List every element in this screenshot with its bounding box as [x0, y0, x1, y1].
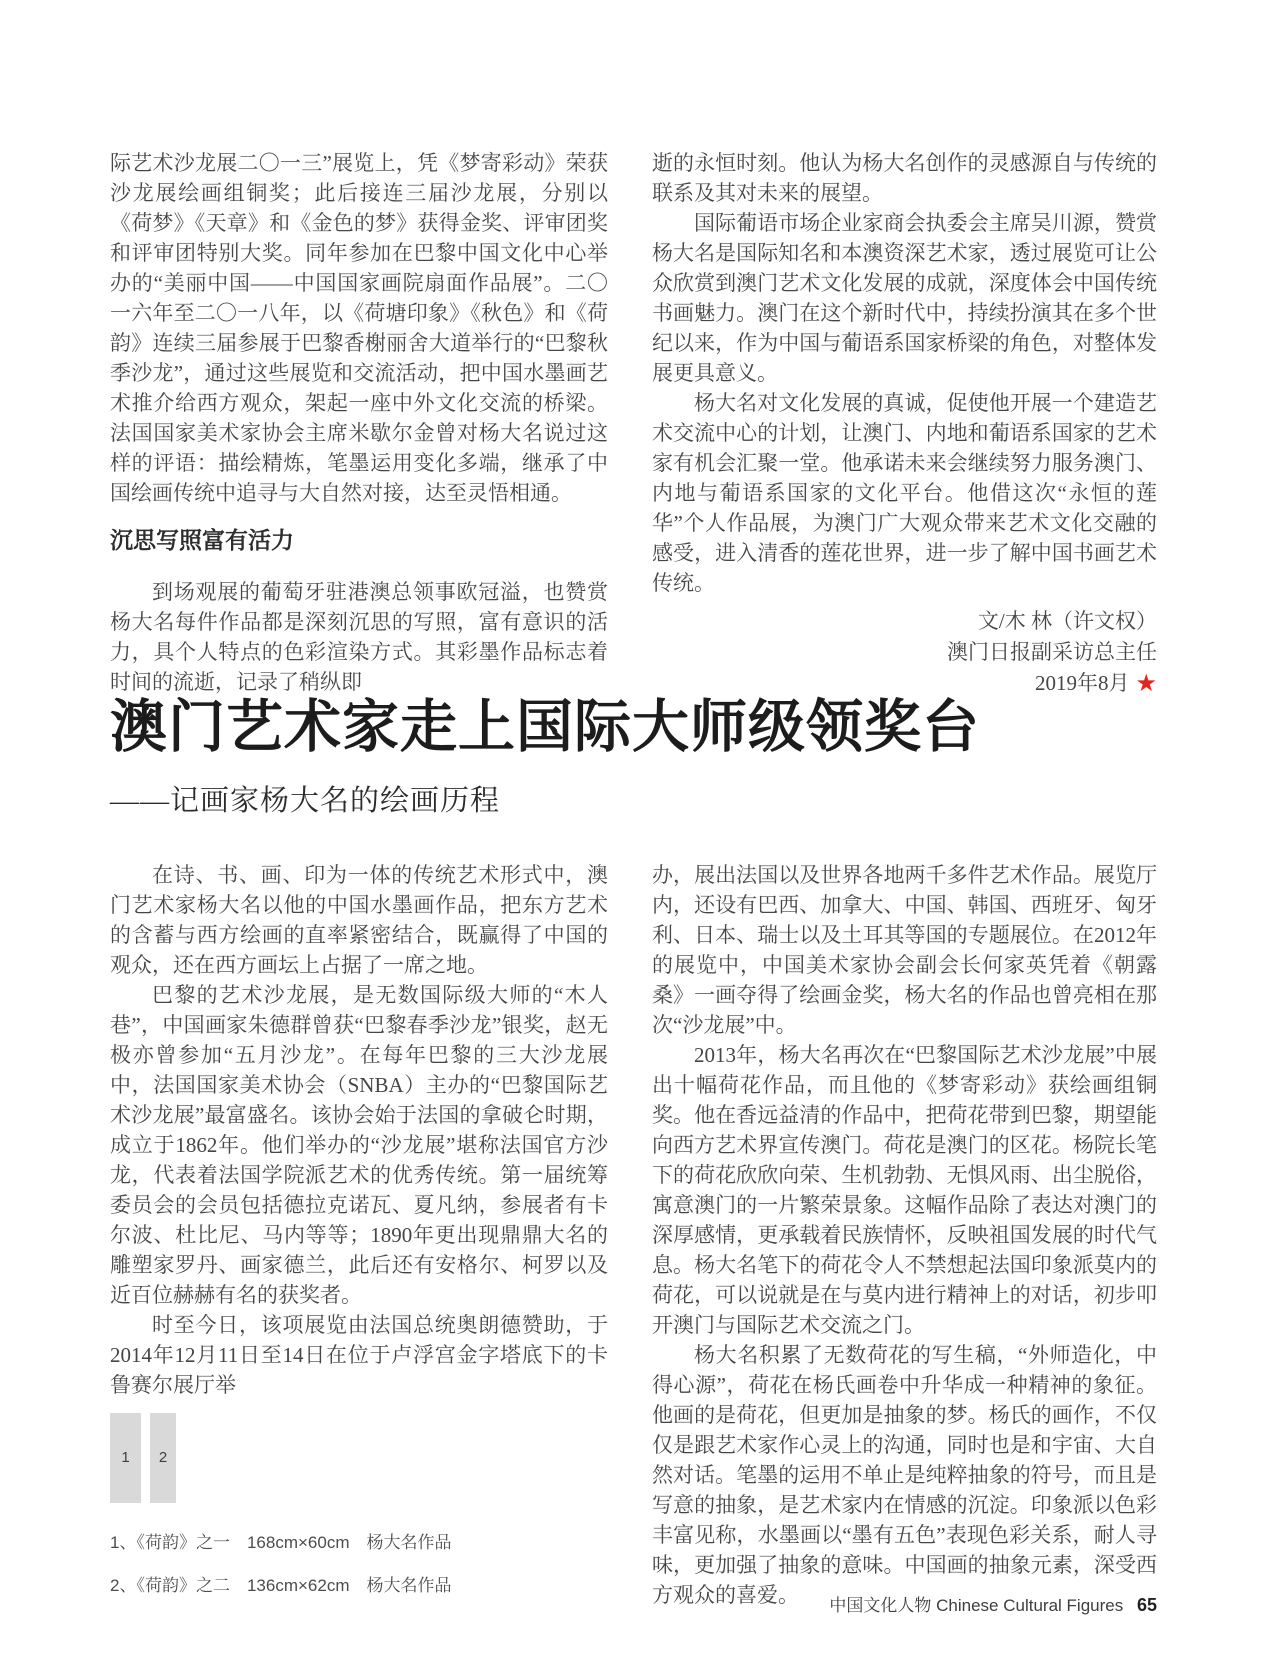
paragraph: 到场观展的葡萄牙驻港澳总领事欧冠溢，也赞赏杨大名每件作品都是深刻沉思的写照，富有意识的活力，具个人特点的色彩渲染方式。其彩墨作品标志着时间的流逝，记录了稍纵即	[110, 580, 608, 694]
paragraph: 杨大名积累了无数荷花的写生稿，“外师造化，中得心源”，荷花在杨氏画卷中升华成一种精神的象征。他画的是荷花，但更加是抽象的梦。杨氏的画作，不仅仅是跟艺术家作心灵上的沟通，同时也是和宇宙、大自然对话。笔墨的运用不单止是纯粹抽象的符号，而且是写意的抽象，是艺术家内在情感的沉淀。印象派以色彩丰富见称，水墨画以“墨有五色”表现色彩关系，耐人寻味，更加强了抽象的意味。中国画的抽象元素，深受西方观众的喜爱。	[652, 1343, 1157, 1607]
section-heading: 沉思写照富有活力	[110, 527, 294, 553]
paragraph-continuation: 际艺术沙龙展二〇一三”展览上，凭《梦寄彩动》荣获沙龙展绘画组铜奖；此后接连三届沙龙展，分别以《荷梦》《天章》和《金色的梦》获得金奖、评审团奖和评审团特别大奖。同年参加在巴黎中国文化中心举办的“美丽中国——中国国家画院扇面作品展”。二〇一六年至二〇一八年，以《荷塘印象》《秋色》和《荷韵》连续三届参展于巴黎香榭丽舍大道举行的“巴黎秋季沙龙”，通过这些展览和交流活动，把中国水墨画艺术推介给西方观众，架起一座中外文化交流的桥梁。法国国家美术家协会主席米歇尔金曾对杨大名说过这样的评语：描绘精炼，笔墨运用变化多端，继承了中国绘画传统中追寻与大自然对接，达至灵悟相通。	[110, 151, 608, 505]
byline-date: 2019年8月	[1034, 671, 1130, 695]
paragraph: 巴黎的艺术沙龙展，是无数国际级大师的“木人巷”，中国画家朱德群曾获“巴黎春季沙龙”银奖，赵无极亦曾参加“五月沙龙”。在每年巴黎的三大沙龙展中，法国国家美术协会（SNBA）主办的“巴黎国际艺术沙龙展”最富盛名。该协会始于法国的拿破仑时期，成立于1862年。他们举办的“沙龙展”堪称法国官方沙龙，代表着法国学院派艺术的优秀传统。第一届统筹委员会的会员包括德拉克诺瓦、夏凡纳，参展者有卡尔波、杜比尼、马内等等；1890年更出现鼎鼎大名的雕塑家罗丹、画家德兰，此后还有安格尔、柯罗以及近百位赫赫有名的获奖者。	[110, 983, 608, 1307]
page-number: 65	[1136, 1595, 1157, 1615]
paragraph: 国际葡语市场企业家商会执委会主席吴川源，赞赏杨大名是国际知名和本澳资深艺术家，透过展览可让公众欣赏到澳门艺术文化发展的成就，深度体会中国传统书画魅力。澳门在这个新时代中，持续扮演其在多个世纪以来，作为中国与葡语系国家桥梁的角色，对整体发展更具意义。	[652, 211, 1157, 385]
page-footer	[829, 1591, 1157, 1616]
byline-author-title: 澳门日报副采访总主任	[947, 640, 1157, 664]
article-subtitle: ——记画家杨大名的绘画历程	[110, 785, 501, 818]
byline	[652, 606, 1157, 700]
figure-captions	[110, 1533, 608, 1596]
article-title: 澳门艺术家走上国际大师级领奖台	[110, 696, 980, 759]
byline-author: 文/木 林（许文权）	[977, 609, 1157, 633]
paragraph: 在诗、书、画、印为一体的传统艺术形式中，澳门艺术家杨大名以他的中国水墨画作品，把东方艺术的含蓄与西方绘画的直率紧密结合，既赢得了中国的观众，还在西方画坛上占据了一席之地。	[110, 863, 608, 977]
paragraph-continuation: 办，展出法国以及世界各地两千多件艺术作品。展览厅内，还设有巴西、加拿大、中国、韩国、西班牙、匈牙利、日本、瑞士以及土耳其等国的专题展位。在2012年的展览中，中国美术家协会副会长何家英凭着《朝露桑》一画夺得了绘画金奖，杨大名的作品也曾亮相在那次“沙龙展”中。	[652, 863, 1157, 1037]
figure-2-caption: 2、《荷韵》之二 136cm×62cm 杨大名作品	[110, 1576, 452, 1595]
figure-thumbnails	[110, 1413, 608, 1503]
paragraph: 时至今日，该项展览由法国总统奥朗德赞助，于2014年12月11日至14日在位于卢浮宫金字塔底下的卡鲁赛尔展厅举	[110, 1313, 608, 1397]
upper-article-left-column	[110, 148, 608, 697]
upper-article-right-column	[652, 148, 1157, 700]
journal-name-en: Chinese Cultural Figures	[936, 1596, 1124, 1615]
article-title-block	[110, 694, 1157, 819]
figure-1-caption: 1、《荷韵》之一 168cm×60cm 杨大名作品	[110, 1533, 452, 1552]
red-star-icon: ★	[1135, 671, 1157, 697]
figure-2-placeholder: 2	[150, 1413, 176, 1503]
lower-article-left-column	[110, 860, 608, 1619]
paragraph: 杨大名对文化发展的真诚，促使他开展一个建造艺术交流中心的计划，让澳门、内地和葡语系国家的艺术家有机会汇聚一堂。他承诺未来会继续努力服务澳门、内地与葡语系国家的文化平台。他借这次“永恒的莲华”个人作品展，为澳门广大观众带来艺术文化交融的感受，进入清香的莲花世界，进一步了解中国书画艺术传统。	[652, 391, 1157, 595]
journal-name-cn: 中国文化人物	[829, 1596, 932, 1615]
paragraph: 2013年，杨大名再次在“巴黎国际艺术沙龙展”中展出十幅荷花作品，而且他的《梦寄彩动》获绘画组铜奖。他在香远益清的作品中，把荷花带到巴黎，期望能向西方艺术界宣传澳门。荷花是澳门的区花。杨院长笔下的荷花欣欣向荣、生机勃勃、无惧风雨、出尘脱俗，寓意澳门的一片繁荣景象。这幅作品除了表达对澳门的深厚感情，更承载着民族情怀，反映祖国发展的时代气息。杨大名笔下的荷花令人不禁想起法国印象派莫内的荷花，可以说就是在与莫内进行精神上的对话，初步叩开澳门与国际艺术交流之门。	[652, 1043, 1157, 1337]
paragraph-continuation: 逝的永恒时刻。他认为杨大名创作的灵感源自与传统的联系及其对未来的展望。	[652, 151, 1157, 205]
figure-1-placeholder: 1	[110, 1413, 141, 1503]
lower-article-right-column	[652, 860, 1157, 1610]
